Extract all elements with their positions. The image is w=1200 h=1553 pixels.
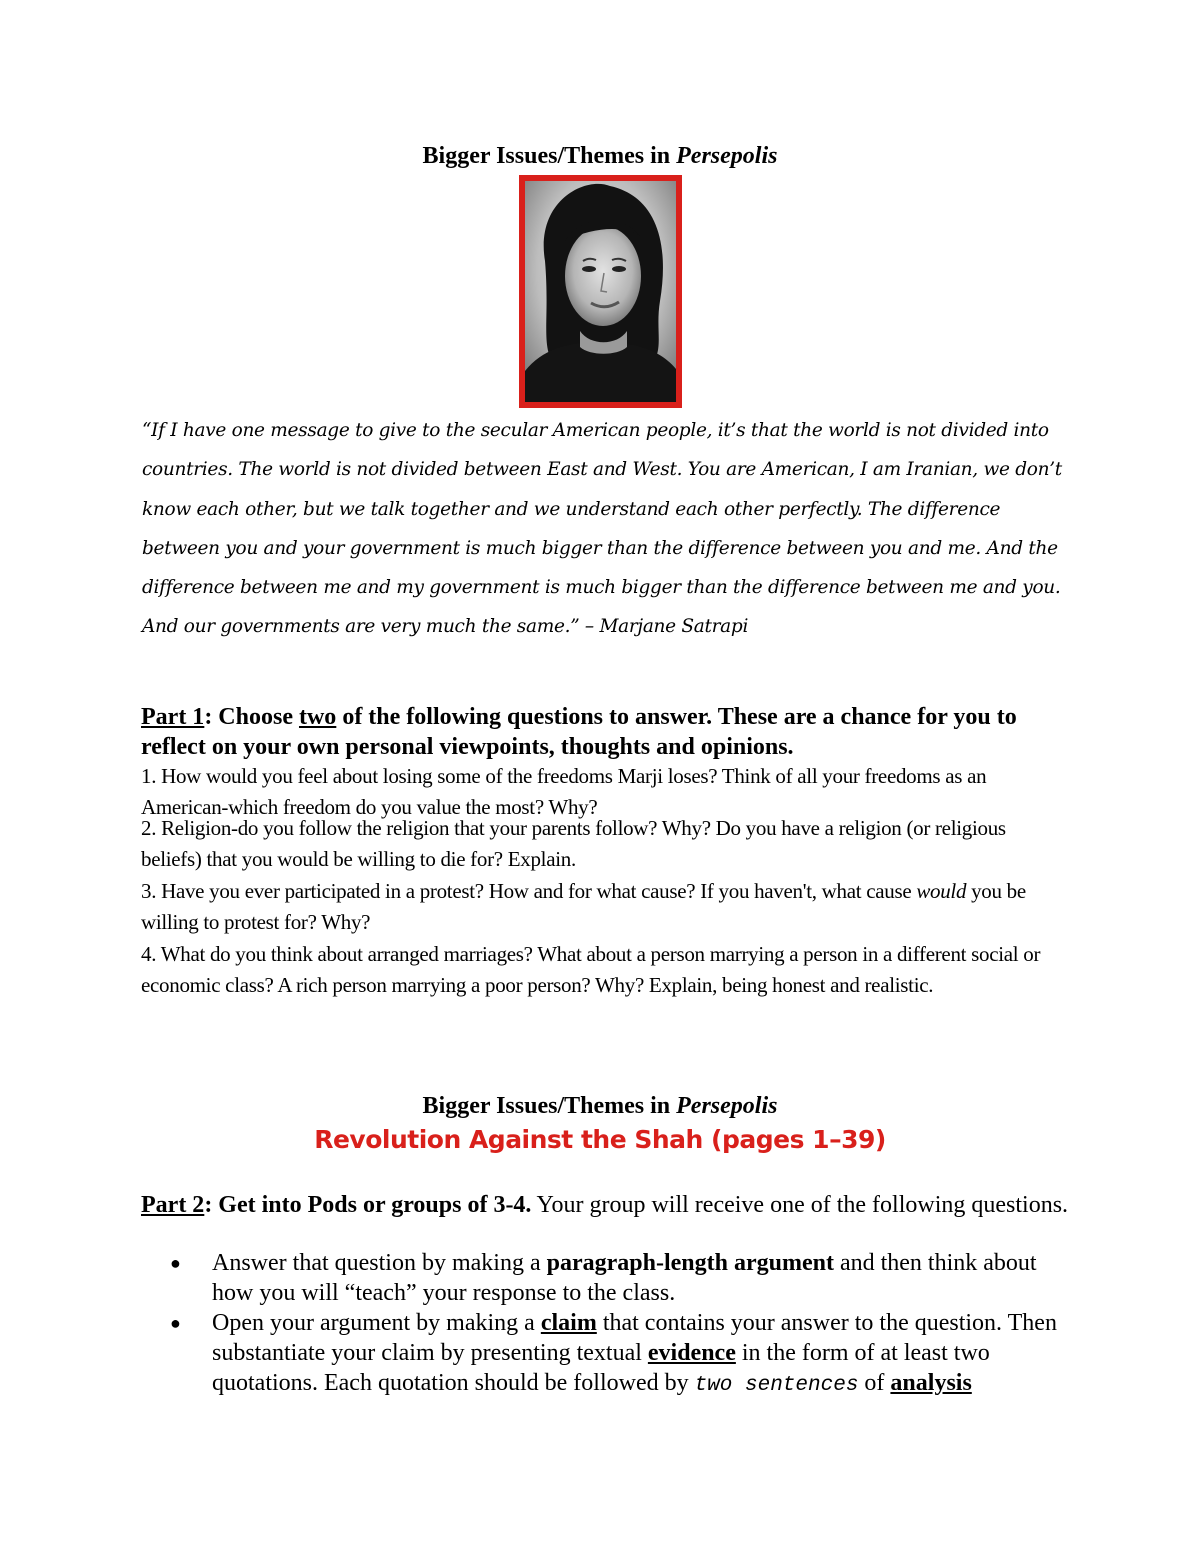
author-portrait-photo-icon	[525, 181, 676, 402]
bullet-2-italic: two sentences	[694, 1374, 859, 1397]
bullet-2-evidence: evidence	[647, 1340, 736, 1366]
bullet-1-text-b: and then think about how you will “teach” your response to the class.	[212, 1250, 1037, 1306]
part2-label: Part 2	[141, 1192, 205, 1218]
bullet-2-text-b: that contains your answer to the question. Then substantiate your claim by presenting textual	[212, 1310, 1057, 1366]
satrapi-quote: “If I have one message to give to the secular American people, it’s that the world is not divided into countries. The world is not divided between East and West. You are American, I am Iranian, we don’t know each other, but we talk together and we understand each other perfectly. The difference between you and your government is much bigger than the difference between you and me. And the difference between me and my government is much bigger than the difference between me and you. And our governments are very much the same.” – Marjane Satrapi	[142, 420, 1062, 638]
bullet-2-claim: claim	[540, 1310, 597, 1336]
question-1: 1. How would you feel about losing some of the freedoms Marji loses? Think of all your freedoms as an American-which freedom do you value the most? Why?	[141, 764, 987, 819]
part1-label: Part 1	[141, 704, 205, 730]
part1-instructions	[141, 702, 1071, 762]
bullet-icon: ●	[170, 1253, 181, 1273]
section-subtitle: Revolution Against the Shah (pages 1–39)	[314, 1125, 886, 1154]
bullet-1-text-a: Answer that question by making a	[212, 1250, 547, 1276]
part2-plain-text: Your group will receive one of the following questions.	[531, 1192, 1069, 1218]
bullet-2-text-a: Open your argument by making a	[212, 1310, 541, 1336]
question-3	[141, 876, 1071, 938]
part1-two: two	[298, 704, 337, 730]
bullet-2-text-c: in the form of at least two quotations. Each quotation should be followed by	[212, 1340, 990, 1396]
section-title-text: Bigger Issues/Themes in	[422, 1093, 677, 1119]
part1-text-b: of the following questions to answer. These are a chance for you to reflect on your own personal viewpoints, thoughts and opinions.	[141, 704, 1017, 760]
question-3-text-b: you be willing to protest for? Why?	[141, 879, 1026, 934]
bullet-2-analysis: analysis	[890, 1370, 972, 1396]
part2-bold-text: : Get into Pods or groups of 3-4.	[204, 1192, 532, 1218]
bullet-icon: ●	[170, 1313, 181, 1333]
part2-instructions	[141, 1190, 1071, 1220]
title-text: Bigger Issues/Themes in	[422, 143, 677, 169]
page-title	[0, 143, 1200, 170]
part1-text-a: : Choose	[204, 704, 299, 730]
bullet-2-text-d: of	[858, 1370, 891, 1396]
question-3-text-a: 3. Have you ever participated in a protest? How and for what cause? If you haven't, what cause	[141, 879, 917, 903]
section-title-book-name: Persepolis	[676, 1093, 778, 1119]
list-item	[141, 1248, 1071, 1308]
instruction-bullets	[141, 1248, 1071, 1401]
section-title	[0, 1093, 1200, 1120]
question-3-would: would	[916, 879, 967, 903]
question-4: 4. What do you think about arranged marriages? What about a person marrying a person in a different social or economic class? A rich person marrying a poor person? Why? Explain, being honest and realistic.	[141, 942, 1041, 997]
author-photo	[519, 175, 682, 408]
title-book-name: Persepolis	[676, 143, 778, 169]
bullet-1-bold: paragraph-length argument	[546, 1250, 834, 1276]
question-2: 2. Religion-do you follow the religion that your parents follow? Why? Do you have a religion (or religious beliefs) that you would be willing to die for? Explain.	[141, 816, 1006, 871]
list-item	[141, 1308, 1071, 1401]
